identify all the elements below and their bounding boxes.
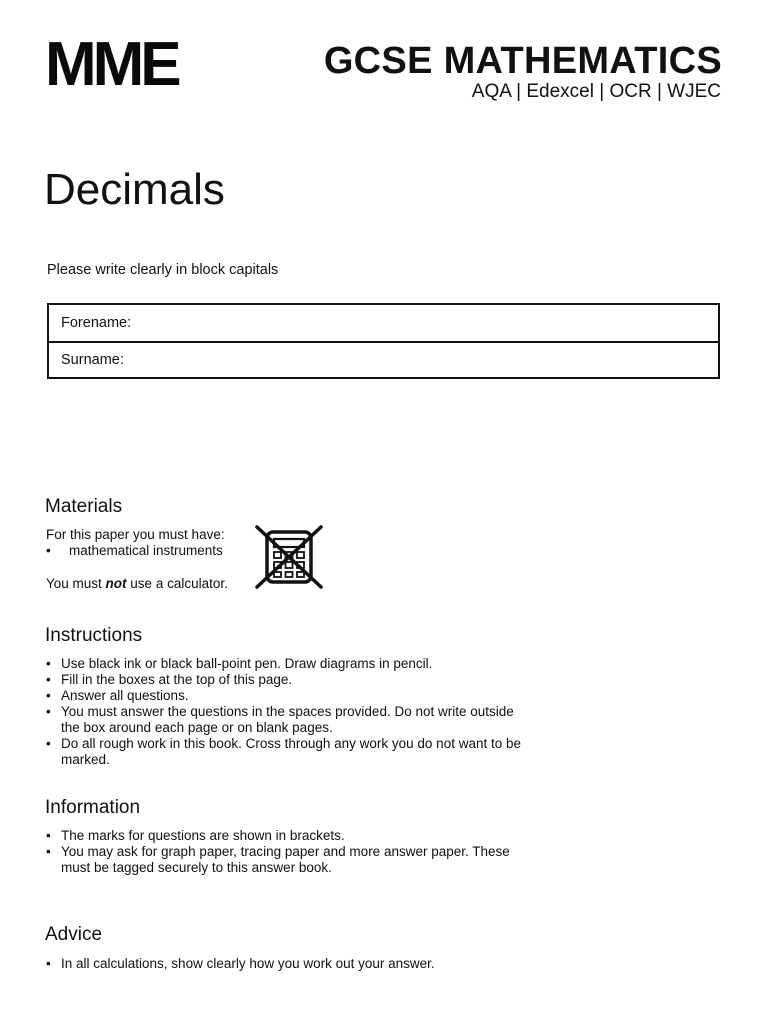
mme-logo: MME [45, 30, 178, 99]
forename-field[interactable] [49, 305, 718, 341]
list-item: • Fill in the boxes at the top of this page. [46, 672, 526, 688]
instructions-list [46, 656, 526, 768]
materials-heading: Materials [45, 496, 123, 517]
subject-title: GCSE MATHEMATICS [323, 40, 722, 82]
calculator-notice-end: use a calculator. [126, 576, 228, 591]
information-list [46, 828, 516, 876]
page-title: Decimals [44, 165, 225, 214]
list-item: • The marks for questions are shown in brackets. [46, 828, 516, 844]
calculator-notice [46, 576, 228, 592]
surname-field[interactable] [49, 341, 718, 377]
block-capitals-note: Please write clearly in block capitals [47, 262, 279, 278]
materials-intro: For this paper you must have: [46, 527, 225, 542]
exam-boards: AQA | Edexcel | OCR | WJEC [471, 81, 721, 102]
forename-label: Forename: [61, 315, 132, 331]
list-item: • Answer all questions. [46, 688, 526, 704]
advice-list [46, 956, 606, 972]
information-heading: Information [45, 797, 141, 818]
list-item: • Do all rough work in this book. Cross through any work you do not want to be marked. [46, 736, 526, 768]
list-item: • In all calculations, show clearly how you work out your answer. [46, 956, 606, 972]
instructions-heading: Instructions [45, 625, 143, 646]
list-item: • Use black ink or black ball-point pen. Draw diagrams in pencil. [46, 656, 526, 672]
list-item: • You must answer the questions in the spaces provided. Do not write outside the box around each page or on blank pages. [46, 704, 526, 736]
surname-label: Surname: [61, 352, 124, 368]
materials-list [46, 543, 223, 559]
calculator-notice-emphasis: not [105, 576, 127, 591]
candidate-name-box [47, 303, 720, 379]
advice-heading: Advice [45, 924, 103, 945]
list-item: • You may ask for graph paper, tracing paper and more answer paper. These must be tagged securely to this answer book. [46, 844, 516, 876]
list-item: • mathematical instruments [46, 543, 223, 559]
calculator-notice-start: You must [46, 576, 106, 591]
no-calculator-icon [254, 524, 324, 590]
